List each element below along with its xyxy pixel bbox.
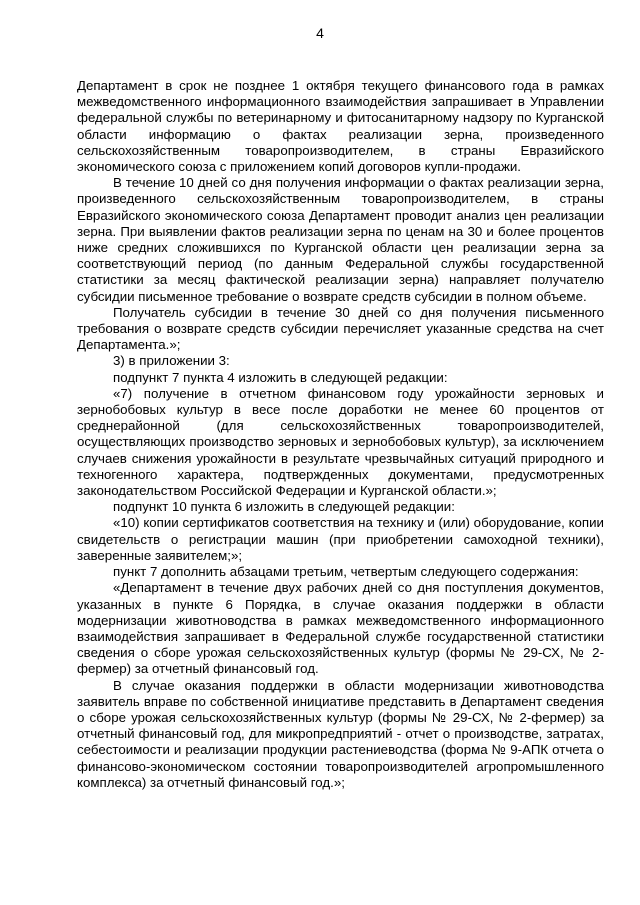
paragraph-3: Получатель субсидии в течение 30 дней со дня получения письменного требования о возврате средств субсидии перечисляет указанные средства на счет Департамента.»; — [77, 304, 604, 353]
document-body — [77, 78, 604, 791]
paragraph-10: «Департамент в течение двух рабочих дней со дня поступления документов, указанных в пункте 6 Порядка, в случае оказания поддержки в области модернизации животноводства в рамках межведомственного информационного взаимодействия запрашивает в Федеральной службе государственной статистики сведения о сборе урожая сельскохозяйственных культур (формы № 29-СХ, № 2-фермер) за отчетный финансовый год. — [77, 580, 604, 677]
paragraph-8: «10) копии сертификатов соответствия на технику и (или) оборудование, копии свидетельств о регистрации машин (при приобретении самоходной техники), заверенные заявителем;»; — [77, 515, 604, 563]
paragraph-1: Департамент в срок не позднее 1 октября текущего финансового года в рамках межведомственного информационного взаимодействия запрашивает в Управлении федеральной службы по ветеринарному и фитосанитарному надзору по Курганской области информацию о фактах реализации зерна, произведенного сельскохозяйственным товаропроизводителем, в страны Евразийского экономического союза с приложением копий договоров купли-продажи. — [77, 78, 604, 175]
paragraph-9: пункт 7 дополнить абзацами третьим, четвертым следующего содержания: — [113, 564, 579, 580]
paragraph-11: В случае оказания поддержки в области модернизации животноводства заявитель вправе по собственной инициативе представить в Департамент сведения о сборе урожая сельскохозяйственных культур (формы № 29-СХ, № 2-фермер) за отчетный финансовый год, для микропредприятий - отчет о производстве, затратах, себестоимости и реализации продукции растениеводства (форма № 9-АПК отчета о финансово-экономическом состоянии товаропроизводителей агропромышленного комплекса) за отчетный финансовый год.»; — [77, 677, 604, 790]
paragraph-4: 3) в приложении 3: — [113, 353, 230, 369]
paragraph-6: «7) получение в отчетном финансовом году урожайности зерновых и зернобобовых культур в весе после доработки не менее 60 процентов от среднерайонной (для сельскохозяйственных товаропроизводителей, осуществляющих производство зерновых и зернобобовых культур), за исключением случаев снижения урожайности в результате чрезвычайных ситуаций природного и техногенного характера, подтвержденных документами, предусмотренных законодательством Российской Федерации и Курганской области.»; — [77, 385, 604, 499]
paragraph-2: В течение 10 дней со дня получения информации о фактах реализации зерна, произведенного сельскохозяйственным товаропроизводителем, в страны Евразийского экономического союза Департамент проводит анализ цен реализации зерна. При выявлении фактов реализации зерна по ценам на 30 и более процентов ниже средних сложившихся по Курганской области цен реализации зерна за соответствующий период (по данным Федеральной службы государственной статистики за месяц фактической реализации зерна) направляет получателю субсидии письменное требование о возврате средств субсидии в полном объеме. — [77, 175, 604, 304]
page-number: 4 — [316, 25, 324, 41]
paragraph-7: подпункт 10 пункта 6 изложить в следующей редакции: — [113, 499, 455, 515]
paragraph-5: подпункт 7 пункта 4 изложить в следующей редакции: — [113, 369, 448, 385]
